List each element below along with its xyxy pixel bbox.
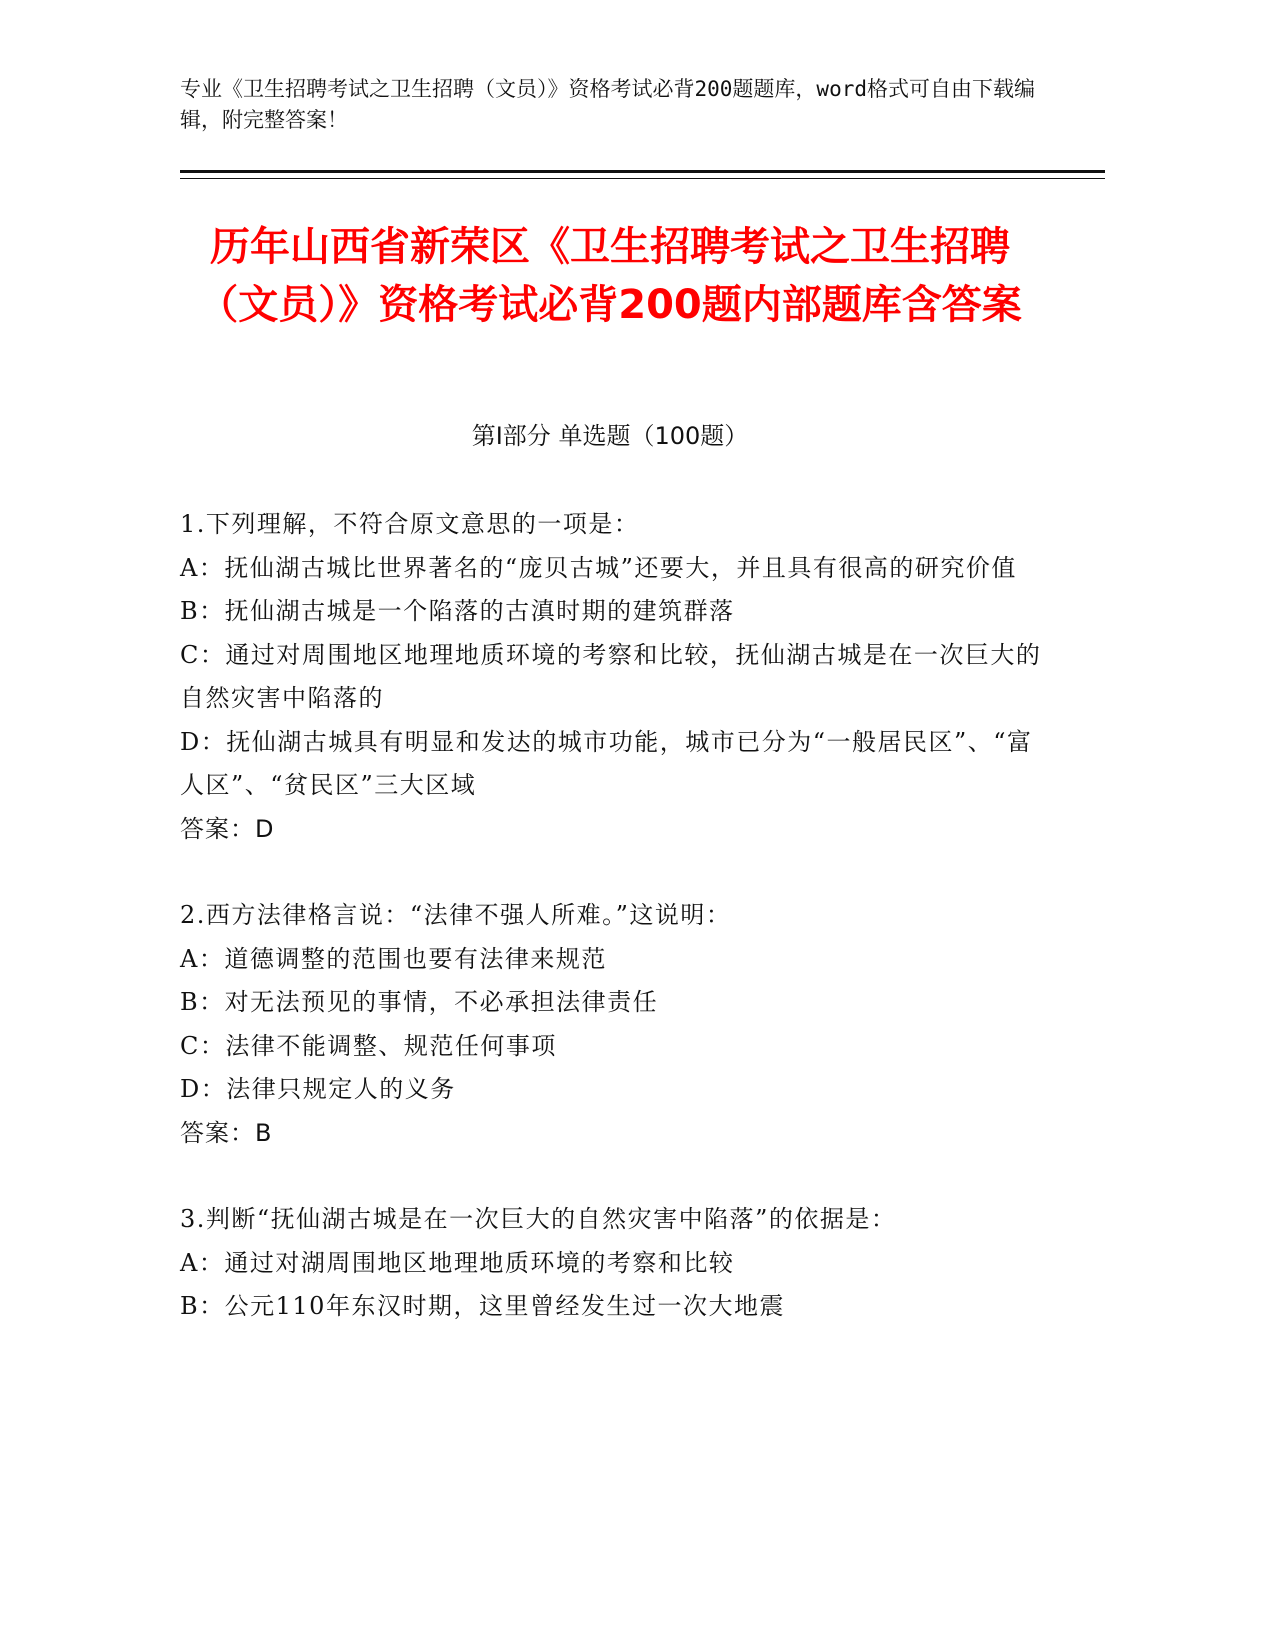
option-c: C：法律不能调整、规范任何事项 bbox=[180, 1031, 557, 1060]
option-b: B：抚仙湖古城是一个陷落的古滇时期的建筑群落 bbox=[180, 597, 735, 625]
option-a: A：道德调整的范围也要有法律来规范 bbox=[180, 944, 607, 973]
option-b: B：公元110年东汉时期，这里曾经发生过一次大地震 bbox=[180, 1292, 785, 1320]
answer-line: 答案：D bbox=[180, 814, 275, 843]
option-b: B：对无法预见的事情，不必承担法律责任 bbox=[180, 988, 659, 1016]
option-c: C：通过对周围地区地理地质环境的考察和比较，抚仙湖古城是在一次巨大的自然灾害中陷落的 bbox=[180, 640, 1042, 712]
option-d: D：抚仙湖古城具有明显和发达的城市功能，城市已分为“一般居民区”、“富人区”、“贫民区”三大区域 bbox=[180, 727, 1033, 799]
header-divider-thick bbox=[180, 170, 1105, 173]
question-2 bbox=[180, 894, 1050, 1155]
answer-line: 答案：B bbox=[180, 1118, 273, 1147]
question-list bbox=[180, 503, 1050, 1372]
question-stem: 1.下列理解，不符合原文意思的一项是： bbox=[180, 510, 640, 538]
option-a: A：通过对湖周围地区地理地质环境的考察和比较 bbox=[180, 1248, 735, 1277]
option-d: D：法律只规定人的义务 bbox=[180, 1075, 456, 1103]
question-stem: 3.判断“抚仙湖古城是在一次巨大的自然灾害中陷落”的依据是： bbox=[180, 1205, 897, 1233]
section-heading: 第I部分 单选题（100题） bbox=[471, 422, 749, 450]
question-1 bbox=[180, 503, 1050, 851]
question-stem: 2.西方法律格言说：“法律不强人所难。”这说明： bbox=[180, 901, 732, 929]
header-note: 专业《卫生招聘考试之卫生招聘（文员）》资格考试必背200题题库，word格式可自由下载编辑，附完整答案！ bbox=[180, 77, 1035, 132]
document-title: 历年山西省新荣区《卫生招聘考试之卫生招聘（文员）》资格考试必背200题内部题库含答案 bbox=[198, 224, 1022, 328]
header-divider-thin bbox=[180, 178, 1105, 179]
question-3 bbox=[180, 1198, 1050, 1329]
option-a: A：抚仙湖古城比世界著名的“庞贝古城”还要大，并且具有很高的研究价值 bbox=[180, 553, 1017, 582]
